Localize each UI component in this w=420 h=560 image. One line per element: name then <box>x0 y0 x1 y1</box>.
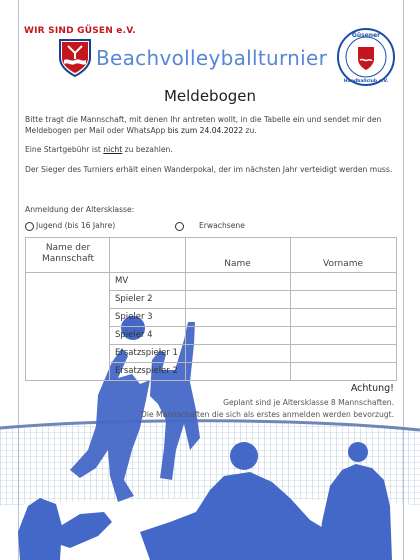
player-head-right <box>348 442 368 462</box>
table-row-label: MV <box>115 276 129 286</box>
player-silhouette-lower-left <box>18 498 62 560</box>
table-row-label: Spieler 3 <box>115 312 153 322</box>
table-row-label: Spieler 2 <box>115 294 153 304</box>
deadline-text: bis zum 24.04.2022 <box>167 126 244 135</box>
player-head-front <box>230 442 258 470</box>
player-silhouette-diving <box>54 512 112 548</box>
fee-end-text: zu bezahlen. <box>124 145 173 154</box>
fee-paragraph <box>25 144 397 155</box>
adults-radio[interactable] <box>175 222 184 231</box>
logo-ring-bottom: Handballclub e.V. <box>343 79 389 84</box>
table-row-label: Ersatzspieler 1 <box>115 348 178 358</box>
notice-line-2: Die Mannschaften die sich als erstes anmelden werden bevorzugt. <box>141 410 394 419</box>
adults-radio-label: Erwachsene <box>199 221 245 230</box>
table-row-label: Spieler 4 <box>115 330 153 340</box>
intro-paragraph <box>25 114 397 136</box>
column-header-surname: Vorname <box>322 259 364 269</box>
youth-radio[interactable] <box>25 222 34 231</box>
logo-ring-top: Güsener <box>351 32 381 39</box>
notice-title: Achtung! <box>350 383 394 394</box>
intro-text: Bitte tragt die Mannschaft, mit denen Ihr antreten wollt, in die Tabelle ein und sendet mir den Meldebogen per Mail oder WhatsApp <box>25 115 382 135</box>
winner-paragraph: Der Sieger des Turniers erhält einen Wanderpokal, der im nächsten Jahr verteidigt werden muss. <box>25 165 393 174</box>
fee-not-text: nicht <box>103 145 123 154</box>
youth-radio-label: Jugend (bis 16 Jahre) <box>36 221 116 230</box>
handball-club-logo-icon <box>336 27 396 87</box>
page-title: Beachvolleyballturnier <box>96 46 328 70</box>
column-header-name: Name <box>224 259 251 269</box>
club-crest-icon <box>58 38 92 78</box>
fee-start-text: Eine Startgebühr ist <box>25 145 101 154</box>
column-header-team: Name der Mannschaft <box>41 243 95 264</box>
form-heading: Meldebogen <box>163 87 257 105</box>
team-registration-table <box>25 237 397 380</box>
notice-line-1: Geplant sind je Altersklasse 8 Mannschaften. <box>223 398 394 407</box>
intro-end-text: zu. <box>245 126 257 135</box>
table-row-label: Ersatzspieler 2 <box>115 366 178 376</box>
age-class-label: Anmeldung der Altersklasse: <box>25 205 135 214</box>
club-name: WIR SIND GÜSEN e.V. <box>24 26 136 36</box>
